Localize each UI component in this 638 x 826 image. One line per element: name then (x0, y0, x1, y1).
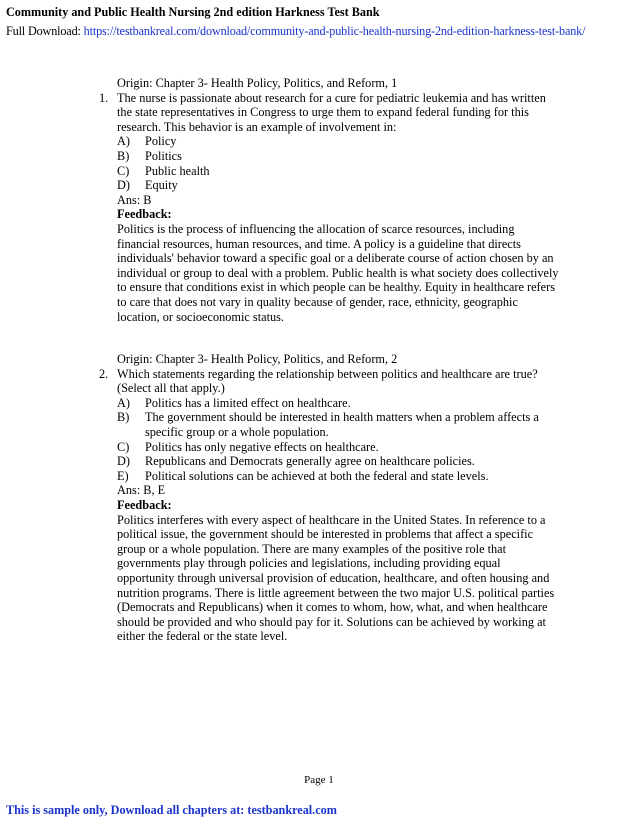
feedback-heading: Feedback: (117, 497, 172, 512)
question-stem: The nurse is passionate about research for a cure for pediatric leukemia and has written the state representatives in Congress to urge them to expand federal funding for this research. This behavior is an example of involvement in: (117, 90, 546, 134)
option-text: Public health (145, 163, 210, 178)
option-text: Equity (145, 178, 178, 193)
option-e (117, 469, 559, 484)
page-number: Page 1 (304, 774, 334, 786)
feedback-text: Politics interferes with every aspect of healthcare in the United States. In reference to a political issue, the government should be interested in problems that affect a specific group or a whole population. There are many examples of the positive role that governments play through policies and legislations, including providing equal opportunity through universal provision of education, healthcare, and often housing and nutrition programs. There is little agreement between the two major U.S. political parties (Democrats and Republicans) when it comes to whom, how, what, and when healthcare should be provided and who should pay for it. Solutions can be achieved by working at either the federal or the state level. (117, 512, 555, 644)
answer-options (117, 396, 559, 484)
download-link[interactable]: https://testbankreal.com/download/community-and-public-health-nursing-2nd-edition-harkness-test-bank/ (83, 24, 586, 38)
footer-note: This is sample only, Download all chapters at: testbankreal.com (6, 803, 337, 817)
document-title: Community and Public Health Nursing 2nd edition Harkness Test Bank (6, 5, 380, 19)
option-text: Political solutions can be achieved at both the federal and state levels. (145, 468, 489, 483)
option-text: The government should be interested in health matters when a problem affects a specific group or a whole population. (145, 410, 539, 439)
option-letter: C) (117, 163, 130, 178)
option-b (117, 149, 559, 164)
answer-options (117, 134, 559, 192)
option-d (117, 178, 559, 193)
option-letter: C) (117, 439, 130, 454)
feedback-heading: Feedback: (117, 207, 172, 222)
option-c (117, 440, 559, 455)
question-number: 1. (99, 90, 109, 105)
option-letter: D) (117, 454, 130, 469)
option-text: Politics (145, 148, 182, 163)
option-c (117, 164, 559, 179)
download-line (6, 22, 636, 41)
question-number: 2. (99, 366, 109, 381)
option-text: Policy (145, 134, 177, 149)
question-stem: Which statements regarding the relationship between politics and healthcare are true? (Select all that apply.) (117, 366, 538, 396)
option-letter: A) (117, 395, 130, 410)
option-letter: E) (117, 468, 129, 483)
question-1 (99, 76, 559, 324)
document-header (6, 3, 636, 41)
feedback-text: Politics is the process of influencing the allocation of scarce resources, including financial resources, human resources, and time. A policy is a guideline that directs individuals' behavior toward a specific goal or a deliberate course of action chosen by an individual or group to deal with a problem. Public health is what society does collectively to ensure that conditions exist in which people can be healthy. Equity in healthcare refers to care that does not vary in quality because of gender, race, ethnicity, geographic location, or socioeconomic status. (117, 221, 559, 324)
answer-key: Ans: B (117, 192, 152, 207)
option-letter: D) (117, 178, 130, 193)
question-2 (99, 352, 559, 644)
option-letter: B) (117, 148, 130, 163)
option-a (117, 134, 559, 149)
question-origin: Origin: Chapter 3- Health Policy, Politics, and Reform, 1 (117, 76, 398, 90)
option-d (117, 454, 559, 469)
option-letter: A) (117, 134, 130, 149)
download-label: Full Download: (6, 24, 84, 38)
option-text: Politics has a limited effect on healthcare. (145, 395, 351, 410)
question-origin: Origin: Chapter 3- Health Policy, Politics, and Reform, 2 (117, 352, 398, 366)
option-text: Politics has only negative effects on healthcare. (145, 439, 379, 454)
answer-key: Ans: B, E (117, 483, 166, 498)
option-text: Republicans and Democrats generally agree on healthcare policies. (145, 454, 475, 469)
option-a (117, 396, 559, 411)
option-letter: B) (117, 410, 130, 425)
option-b (117, 410, 559, 439)
